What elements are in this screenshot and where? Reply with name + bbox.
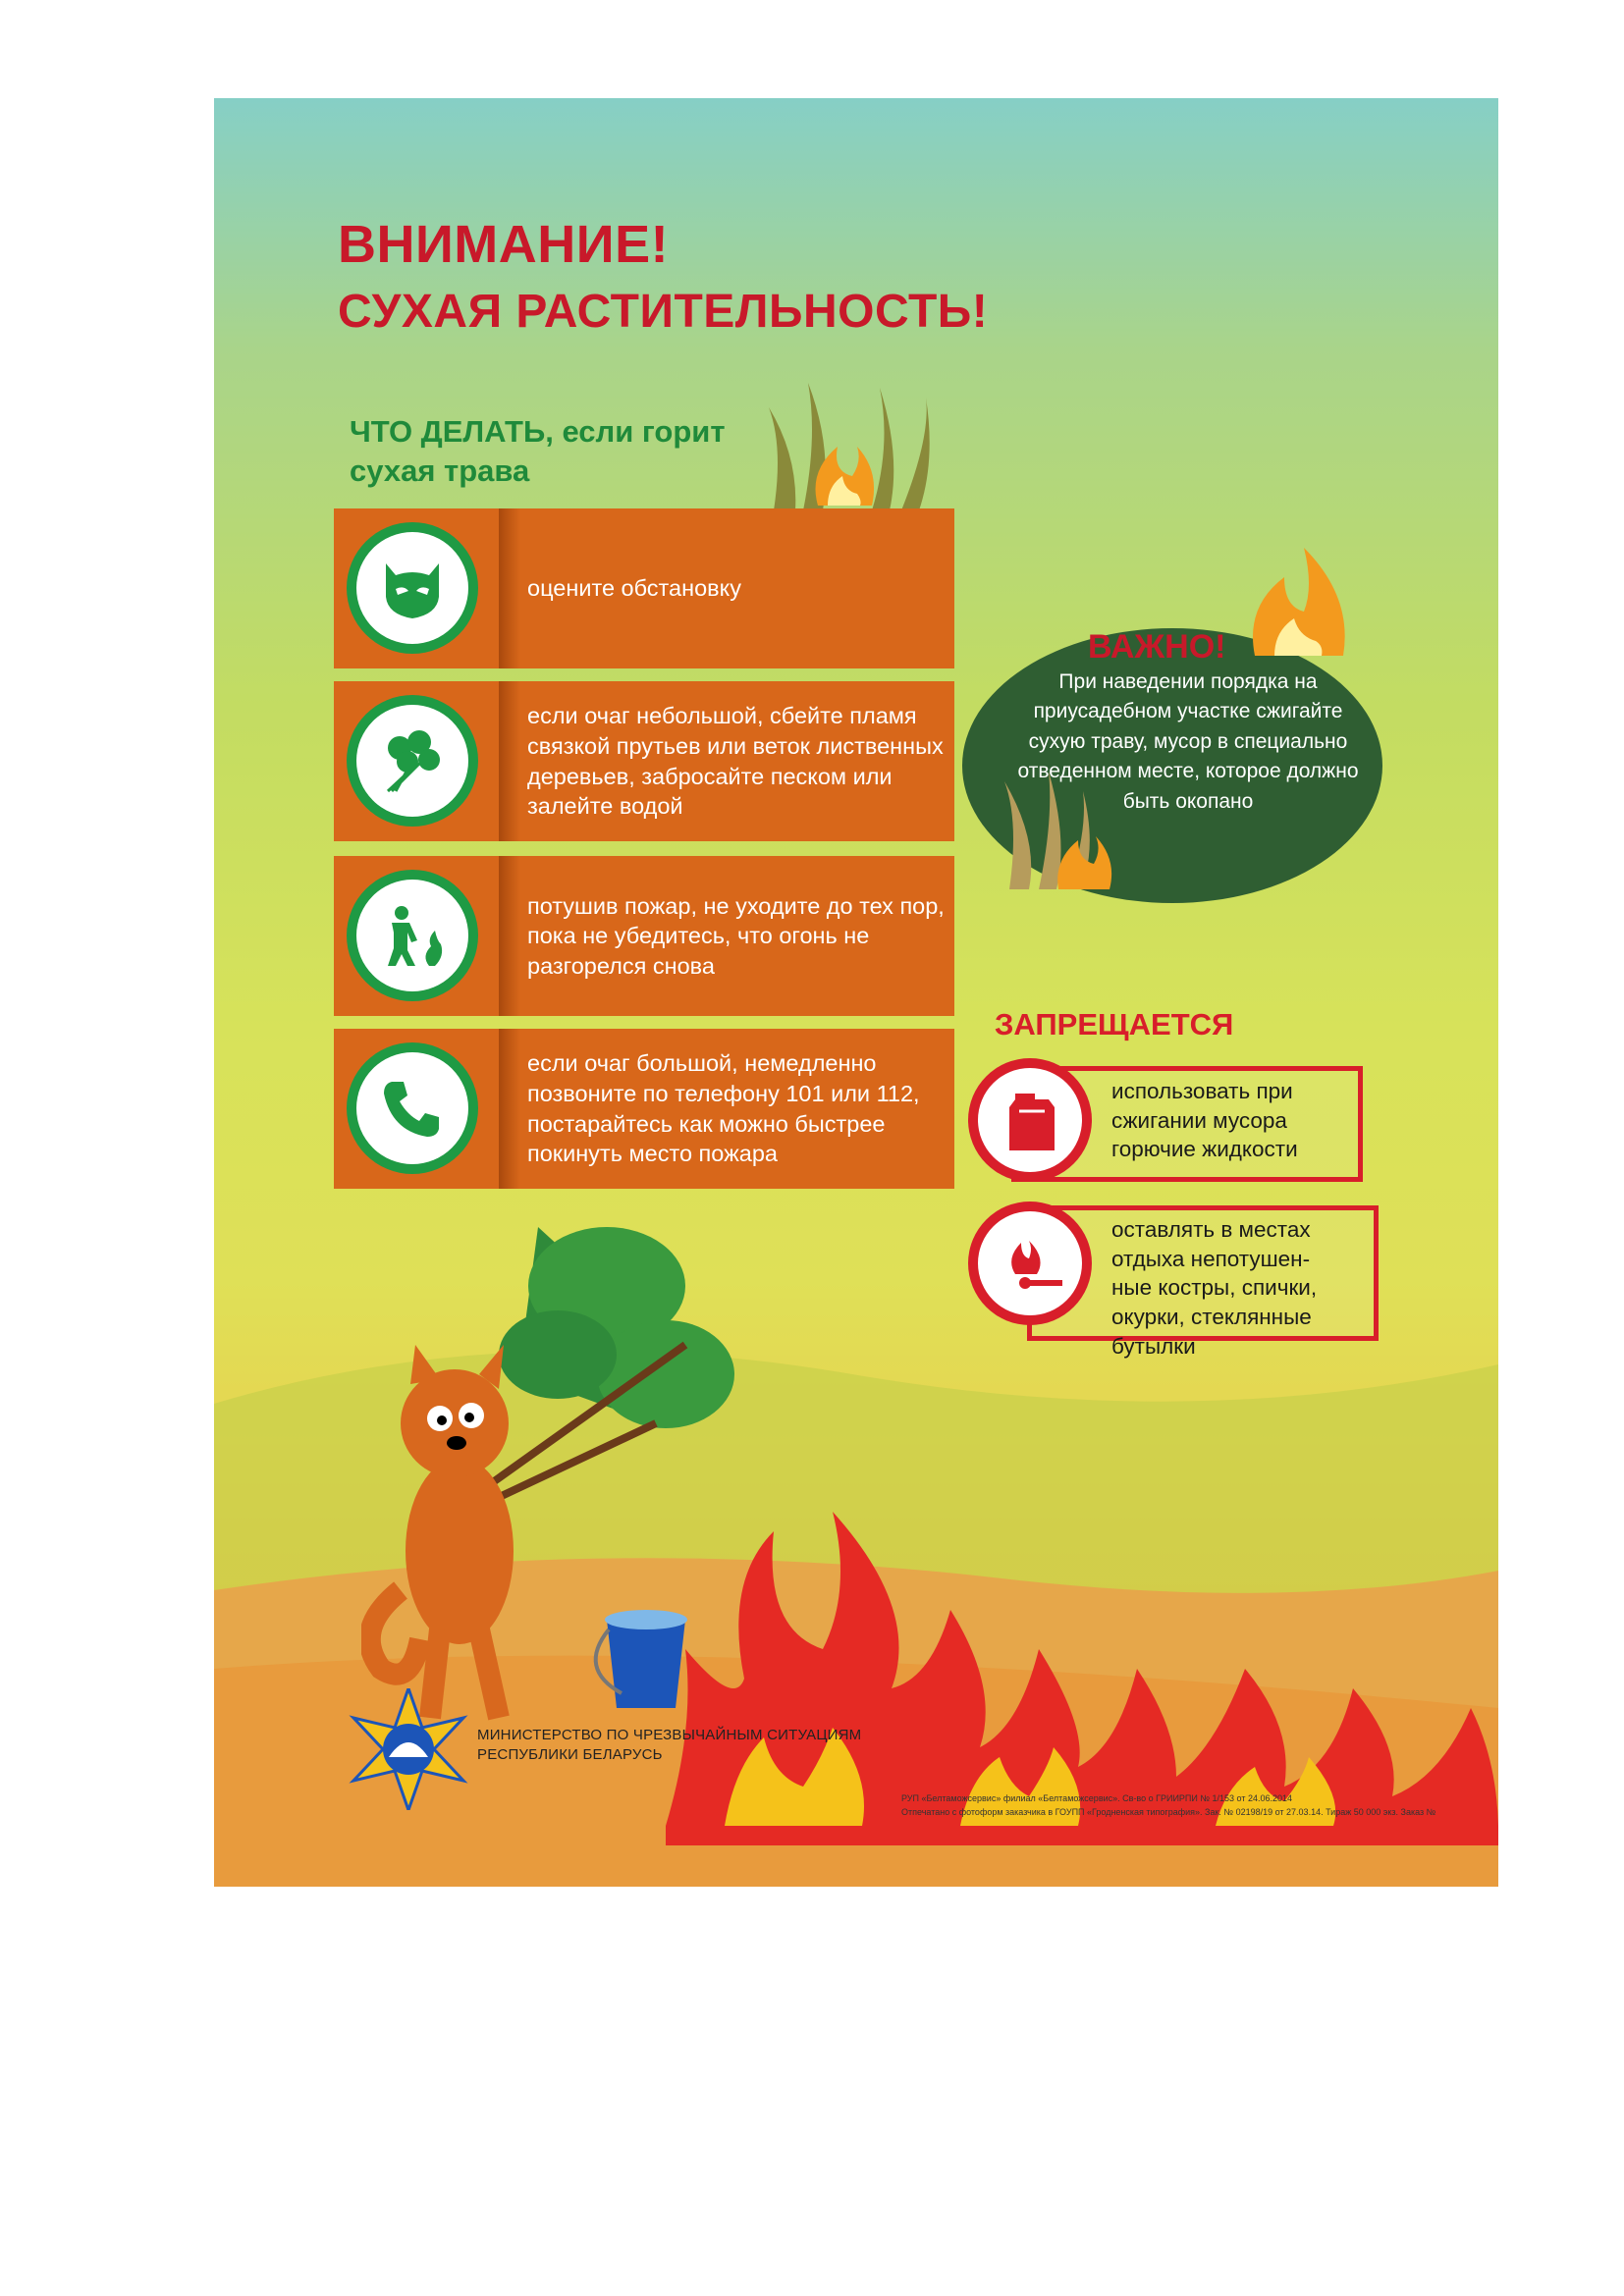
- step-small-fire: [334, 681, 954, 841]
- print-info-line2: Отпечатано с фотоформ заказчика в ГОУПП «Гродненская типография». Зак. № 02198/19 от 27.03.14. Тираж 50 000 экз. Заказ №: [901, 1807, 1436, 1817]
- title-dry-vegetation: СУХАЯ РАСТИТЕЛЬНОСТЬ!: [338, 286, 989, 338]
- important-text: При наведении порядка на приусадебном участке сжигайте сухую траву, мусор в специально отведенном месте, которое должно быть окопано: [1017, 670, 1359, 813]
- step-after-extinguish: [334, 856, 954, 1016]
- step-assess: [334, 508, 954, 668]
- canister-icon: [996, 1086, 1064, 1154]
- step-large-fire: [334, 1029, 954, 1189]
- step-icon-area: [334, 856, 501, 1016]
- title-warning: ВНИМАНИЕ!: [338, 215, 670, 274]
- step-text: оцените обстановку: [527, 575, 741, 602]
- print-info-line1: РУП «Белтаможсервис» филиал «Белтаможсервис». Св-во о ГРИИРПИ № 1/153 от 24.06.2014: [901, 1793, 1293, 1803]
- step-text: если очаг большой, немедленно позвоните по телефону 101 или 112, постарайтесь как можно быстрее покинуть место пожара: [527, 1050, 920, 1167]
- forbidden-text-liquids: использовать при сжигании мусора горючие жидкости: [1111, 1079, 1298, 1162]
- mask-icon: [378, 554, 447, 622]
- watching-person-icon: [378, 901, 447, 970]
- step-icon-area: [334, 681, 501, 841]
- important-heading: ВАЖНО!: [1088, 628, 1226, 666]
- fire-illustration: [666, 1355, 1498, 1845]
- ministry-name: [477, 1726, 861, 1766]
- step-icon-area: [334, 508, 501, 668]
- forbidden-icon-circle: [968, 1058, 1092, 1182]
- step-icon-area: [334, 1029, 501, 1189]
- forbidden-icon-circle: [968, 1201, 1092, 1325]
- step-text: потушив пожар, не уходите до тех пор, пока не убедитесь, что огонь не разгорелся снова: [527, 892, 945, 979]
- branches-icon: [378, 726, 447, 795]
- poster: [214, 98, 1498, 1887]
- step-text: если очаг небольшой, сбейте пламя связкой прутьев или веток лиственных деревьев, забросайте песком или залейте водой: [527, 703, 944, 820]
- forbidden-text-campfires: оставлять в местах отдыха непотушен-ные костры, спички, окурки, стеклянные бутылки: [1111, 1217, 1318, 1359]
- section-what-to-do: ЧТО ДЕЛАТЬ, если горит сухая трава: [350, 414, 726, 488]
- step-icon-circle: [347, 695, 478, 827]
- step-icon-circle: [347, 1042, 478, 1174]
- forbidden-heading: ЗАПРЕЩАЕТСЯ: [995, 1007, 1234, 1041]
- ministry-line2: РЕСПУБЛИКИ БЕЛАРУСЬ: [477, 1746, 663, 1764]
- phone-icon: [378, 1074, 447, 1143]
- match-fire-icon: [996, 1229, 1064, 1298]
- important-flame-icon: [1245, 538, 1353, 656]
- ministry-line1: МИНИСТЕРСТВО ПО ЧРЕЗВЫЧАЙНЫМ СИТУАЦИЯМ: [477, 1727, 862, 1743]
- step-icon-circle: [347, 522, 478, 654]
- step-icon-circle: [347, 870, 478, 1001]
- cat-illustration: [361, 1198, 784, 1728]
- ministry-emblem: [348, 1688, 469, 1810]
